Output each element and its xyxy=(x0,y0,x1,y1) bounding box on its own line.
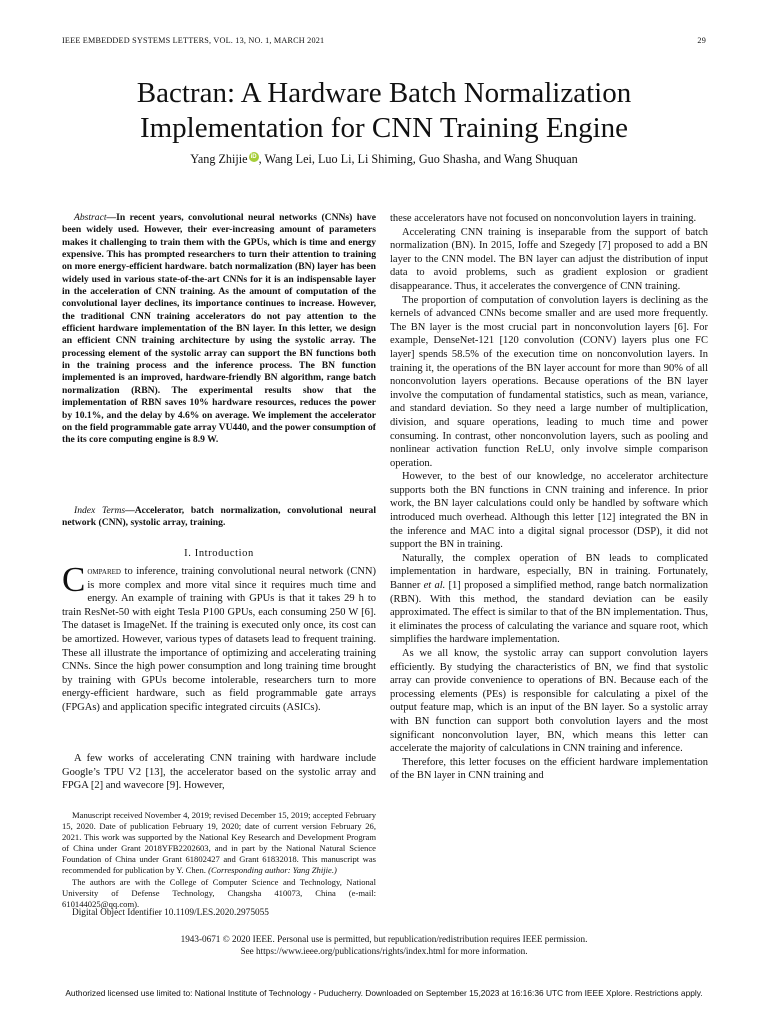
other-authors: , Wang Lei, Luo Li, Li Shiming, Guo Shasha, and Wang Shuquan xyxy=(258,152,578,166)
footnote-manuscript: Manuscript received November 4, 2019; revised December 15, 2019; accepted February 15, 2020. Date of publication February 19, 2020; date of current version February 26, 2021. This work was supported by the National Key Research and Development Program of China under Grant 2018YFB2202603, and in part by the National Natural Science Foundation of China under Grant 61802427 and Grant 61832018. This manuscript was recommended for publication by Y. Chen. xyxy=(62,810,376,876)
abstract xyxy=(62,212,376,447)
title-line-2: Implementation for CNN Training Engine xyxy=(139,112,629,144)
index-terms-text: —Accelerator, batch normalization, convolutional neural network (CNN), systolic array, training. xyxy=(62,505,377,529)
et-al: et al. xyxy=(423,580,446,592)
intro-first-word: ompared xyxy=(87,566,121,577)
license-notice: Authorized licensed use limited to: National Institute of Technology - Puducherry. Downloaded on September 15,2023 at 16:16:36 UTC from IEEE Xplore. Restrictions apply. xyxy=(65,988,703,998)
intro-text-2: A few works of accelerating CNN training with hardware include Google’s TPU V2 [13], the accelerator based on the systolic array and FPGA [2] and wavecore [9]. However, xyxy=(62,753,376,792)
index-terms xyxy=(62,505,376,530)
right-paragraph: However, to the best of our knowledge, no accelerator architecture supports both the BN functions in CNN training and inference. In prior work, the BN layer calculations could only be handled by software which introduced much overhead. Although this letter [12] integrated the BN in the inference and MAC into a digital signal processor (DSP), it did not support the BN in training. xyxy=(390,471,708,551)
right-column xyxy=(390,212,708,783)
section-heading: I. Introduction xyxy=(184,548,254,559)
index-terms-label: Index Terms xyxy=(74,505,126,516)
right-text: [1] proposed a simplified method, range batch normalization (RBN). With this method, the standard deviation can be easily approximated. The effect is similar to that of the BN implementation. Thus, it eliminates the process of calculating the variance and square root, which simplifies the hardware implementation. xyxy=(390,580,708,646)
journal-info: IEEE EMBEDDED SYSTEMS LETTERS, VOL. 13, NO. 1, MARCH 2021 xyxy=(62,36,325,45)
running-header xyxy=(62,36,706,45)
copyright-notice xyxy=(0,934,768,957)
author-list xyxy=(40,152,728,167)
footnote xyxy=(62,810,376,910)
intro-paragraph-1 xyxy=(62,560,376,715)
page-number: 29 xyxy=(697,36,706,45)
right-paragraph: The proportion of computation of convolution layers is declining as the kernels of advanced CNNs become smaller and are used more frequently. The BN layer is the most crucial part in nonconvolution layers [6]. For example, DenseNet-121 [120 convolution (CONV) layers plus one FC layer] spends 58.5% of the execution time on nonconvolution layers. In training it, the operations of the BN layer account for more than 90% of all nonconvolution layers operations. Because operations of the BN layer involve the computation of fundamental statistics, such as mean, variance, and standard deviation. So they need a large number of multiplication, division, and square operations, leading to much time and power consuming. In contrast, other nonconvolution layers, such as pooling and nonlinear activation function ReLU, only involve simple comparison operation. xyxy=(390,294,708,469)
abstract-label: Abstract xyxy=(74,212,107,223)
orcid-icon[interactable]: iD xyxy=(250,154,257,160)
paper-title xyxy=(40,76,728,146)
title-line-1: Bactran: A Hardware Batch Normalization xyxy=(136,77,632,109)
right-paragraph xyxy=(390,552,708,647)
copyright-line-2: See https://www.ieee.org/publications/rights/index.html for more information. xyxy=(240,945,528,956)
right-paragraph: these accelerators have not focused on nonconvolution layers in training. xyxy=(390,213,697,224)
intro-paragraph-2 xyxy=(62,752,376,793)
drop-cap: C xyxy=(62,560,86,599)
right-text: Naturally, the complex operation of BN leads to complicated implementation in hardware, especially, BN in training. Fortunately, Banner xyxy=(390,552,708,592)
doi-line: Digital Object Identifier 10.1109/LES.2020.2975055 xyxy=(72,908,269,918)
footnote-affiliation: The authors are with the College of Computer Science and Technology, National University of Defense Technology, Changsha 410073, China (e-mail: 610144025@qq.com). xyxy=(62,876,376,909)
footnote-corresponding: (Corresponding author: Yang Zhijie.) xyxy=(208,865,337,876)
abstract-text: —In recent years, convolutional neural networks (CNNs) have been widely used. However, their ever-increasing amount of parameters makes it challenging to train them with the GPUs, which is time and energy expensive. This has prompted researchers to turn their attention to training on more energy-efficient hardware. batch normalization (BN) layer has been widely used in various state-of-the-art CNNs for it is an indispensable layer in the acceleration of CNN training. As the amount of computation of the convolutional layer declines, its importance continues to increase. However, the traditional CNN training accelerators do not pay attention to the efficient hardware implementation of the BN layer. In this letter, we design an efficient CNN training architecture by using the systolic array. The processing element of the systolic array can support the BN functions both in the training process and the inference process. The BN function implemented is an improved, hardware-friendly BN algorithm, range batch normalization (RBN). The experimental results show that the implementation of RBN saves 10% hardware resources, reduces the power by 10.1%, and the delay by 4.6% on average. We implement the accelerator on the field programmable gate array VU440, and the power consumption of the its core computing engine is 8.9 W. xyxy=(62,212,376,446)
intro-text-1: to inference, training convolutional neural network (CNN) is more complex and more vital since it requires much time and energy. An example of training with GPUs is that it takes 29 h to train ResNet-50 with eight Tesla P100 GPUs, each consuming 250 W [6]. The dataset is ImageNet. If the training is executed only once, its cost can be amortized. However, various types of datasets lead to frequent training. These all illustrate the importance of optimizing and accelerating training CNNs. Since the high power consumption and long training time brought by training with GPUs become intolerable, researchers turn to more energy-efficient hardware, such as field programmable gate arrays (FPGAs) and application specific integrated circuits (ASICs). xyxy=(62,566,376,713)
right-paragraph: Accelerating CNN training is inseparable from the support of batch normalization (BN). In 2015, Ioffe and Szegedy [7] proposed to add a BN layer to the CNN model. The BN layer can adjust the distribution of input data to avoid problems, such as gradient explosion or gradient disappearance. Thus, it accelerates the convergence of CNN training. xyxy=(390,226,708,292)
copyright-line-1: 1943-0671 © 2020 IEEE. Personal use is permitted, but republication/redistribution requires IEEE permission. xyxy=(180,934,588,944)
right-paragraph: As we all know, the systolic array can support convolution layers efficiently. By studying the characteristics of BN, we find that systolic array can provide convenience to operations of BN. Because each of the processing elements (PEs) is responsible for calculating a pixel of the output feature map, which is an input of the BN layer. So a systolic array with BN function can support both convolution layers and the most significant nonconvolution layer, BN, which means this letter can accelerate the majority of calculations in CNN training and inference. xyxy=(390,648,708,755)
right-paragraph: Therefore, this letter focuses on the efficient hardware implementation of the BN layer in CNN training and xyxy=(390,756,708,782)
first-author: Yang Zhijie xyxy=(190,152,248,166)
